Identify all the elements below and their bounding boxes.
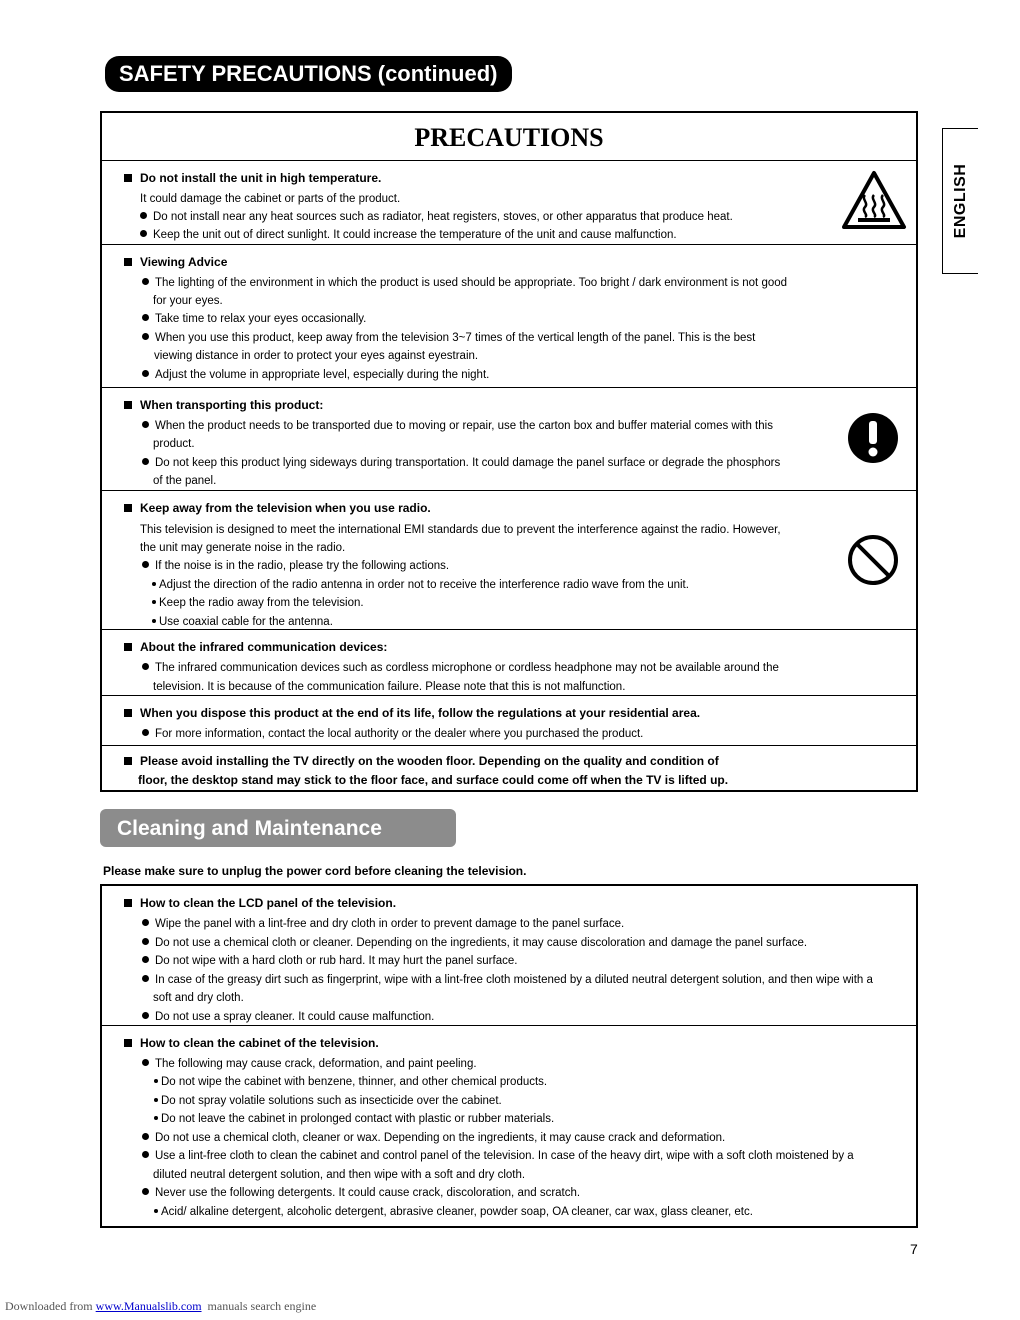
list-item: Keep the unit out of direct sunlight. It could increase the temperature of the unit and cause malfunction. <box>140 226 677 244</box>
sub-list-item: Adjust the direction of the radio antenna in order not to receive the interference radio wave from the unit. <box>152 576 689 594</box>
precaution-high-temperature <box>102 161 916 245</box>
list-item-continuation: viewing distance in order to protect your eyes against eyestrain. <box>154 350 479 362</box>
section-heading-continuation: floor, the desktop stand may stick to the floor face, and surface could come off when the TV is lifted up. <box>138 773 729 787</box>
square-bullet-icon <box>124 401 132 409</box>
page-number: 7 <box>910 1241 918 1257</box>
cleaning-title: Cleaning and Maintenance <box>100 809 456 847</box>
footer-prefix: Downloaded from <box>5 1299 93 1313</box>
list-item: Never use the following detergents. It could cause crack, discoloration, and scratch. <box>142 1184 580 1202</box>
precaution-transporting <box>102 388 916 491</box>
cleaning-note: Please make sure to unplug the power cord before cleaning the television. <box>103 864 527 878</box>
section-title: SAFETY PRECAUTIONS (continued) <box>105 56 512 92</box>
section-heading: About the infrared communication devices: <box>124 638 387 657</box>
section-heading: Viewing Advice <box>124 253 227 272</box>
list-item: Take time to relax your eyes occasionally. <box>142 310 366 328</box>
square-bullet-icon <box>124 504 132 512</box>
footer-suffix: manuals search engine <box>207 1299 317 1313</box>
body-text: It could damage the cabinet or parts of the product. <box>140 193 401 205</box>
list-item-continuation: of the panel. <box>153 475 217 487</box>
list-item: When the product needs to be transported due to moving or repair, use the carton box and buffer material comes with this <box>142 417 773 435</box>
list-item: Use a lint-free cloth to clean the cabinet and control panel of the television. In case of the heavy dirt, wipe with a soft cloth moistened by a <box>142 1147 854 1165</box>
list-item-continuation: for your eyes. <box>153 295 223 307</box>
hot-surface-warning-icon <box>840 169 908 231</box>
precautions-box <box>100 111 918 792</box>
list-item-continuation: product. <box>153 438 195 450</box>
square-bullet-icon <box>124 643 132 651</box>
section-heading: Do not install the unit in high temperature. <box>124 169 381 188</box>
sub-list-item: Do not wipe the cabinet with benzene, thinner, and other chemical products. <box>154 1073 547 1091</box>
section-heading: How to clean the LCD panel of the television. <box>124 894 396 913</box>
footer-link[interactable]: www.Manualslib.com <box>95 1299 202 1313</box>
sub-list-item: Do not spray volatile solutions such as insecticide over the cabinet. <box>154 1092 502 1110</box>
section-heading: Keep away from the television when you use radio. <box>124 499 431 518</box>
precaution-disposal <box>102 696 916 746</box>
list-item-continuation: diluted neutral detergent solution, and then wipe with a soft and dry cloth. <box>153 1169 526 1181</box>
language-tab <box>942 128 978 274</box>
list-item: For more information, contact the local authority or the dealer where you purchased the product. <box>142 725 643 743</box>
prohibition-icon <box>847 534 899 586</box>
list-item: Wipe the panel with a lint-free and dry cloth in order to prevent damage to the panel surface. <box>142 915 624 933</box>
list-item: Do not wipe with a hard cloth or rub hard. It may hurt the panel surface. <box>142 952 517 970</box>
section-heading: How to clean the cabinet of the television. <box>124 1034 379 1053</box>
language-label: ENGLISH <box>951 163 969 239</box>
square-bullet-icon <box>124 1039 132 1047</box>
cleaning-lcd-panel <box>102 886 916 1026</box>
sub-list-item: Keep the radio away from the television. <box>152 594 364 612</box>
list-item-continuation: television. It is because of the communication failure. Please note that this is not malfunction. <box>153 681 626 693</box>
sub-list-item: Do not leave the cabinet in prolonged contact with plastic or rubber materials. <box>154 1110 554 1128</box>
square-bullet-icon <box>124 709 132 717</box>
precaution-radio <box>102 491 916 630</box>
list-item: The infrared communication devices such as cordless microphone or cordless headphone may not be available around the <box>142 659 779 677</box>
sub-list-item: Use coaxial cable for the antenna. <box>152 613 333 631</box>
cleaning-cabinet <box>102 1026 916 1226</box>
cleaning-box <box>100 884 918 1228</box>
section-heading: Please avoid installing the TV directly on the wooden floor. Depending on the quality and condition of <box>124 752 719 771</box>
list-item: Do not keep this product lying sideways during transportation. It could damage the panel surface or degrade the phosphors <box>142 454 780 472</box>
square-bullet-icon <box>124 258 132 266</box>
precautions-title: PRECAUTIONS <box>102 113 916 161</box>
mandatory-exclamation-icon <box>847 412 899 464</box>
list-item: Do not use a chemical cloth, cleaner or wax. Depending on the ingredients, it may cause crack and deformation. <box>142 1129 725 1147</box>
list-item: If the noise is in the radio, please try the following actions. <box>142 557 449 575</box>
list-item: Do not use a spray cleaner. It could cause malfunction. <box>142 1008 434 1026</box>
body-text: This television is designed to meet the international EMI standards due to prevent the interference against the radio. However, <box>140 524 781 536</box>
list-item: When you use this product, keep away from the television 3~7 times of the vertical length of the panel. This is the best <box>142 329 755 347</box>
list-item: Do not install near any heat sources such as radiator, heat registers, stoves, or other apparatus that produce heat. <box>140 208 733 226</box>
square-bullet-icon <box>124 757 132 765</box>
precaution-wooden-floor <box>102 746 916 791</box>
precaution-infrared <box>102 630 916 696</box>
list-item: The lighting of the environment in which the product is used should be appropriate. Too bright / dark environment is not good <box>142 274 787 292</box>
list-item: In case of the greasy dirt such as fingerprint, wipe with a lint-free cloth moistened by a diluted neutral detergent solution, and then wipe with a <box>142 971 873 989</box>
square-bullet-icon <box>124 899 132 907</box>
square-bullet-icon <box>124 174 132 182</box>
list-item-continuation: soft and dry cloth. <box>153 992 244 1004</box>
precaution-viewing-advice <box>102 245 916 388</box>
footer <box>5 1299 316 1314</box>
list-item: Do not use a chemical cloth or cleaner. Depending on the ingredients, it may cause discoloration and damage the panel surface. <box>142 934 807 952</box>
list-item: Adjust the volume in appropriate level, especially during the night. <box>142 366 489 384</box>
section-heading: When transporting this product: <box>124 396 323 415</box>
section-heading: When you dispose this product at the end of its life, follow the regulations at your residential area. <box>124 704 700 723</box>
body-text: the unit may generate noise in the radio. <box>140 542 346 554</box>
sub-list-item: Acid/ alkaline detergent, alcoholic detergent, abrasive cleaner, powder soap, OA cleaner, car wax, glass cleaner, etc. <box>154 1203 753 1221</box>
list-item: The following may cause crack, deformation, and paint peeling. <box>142 1055 477 1073</box>
